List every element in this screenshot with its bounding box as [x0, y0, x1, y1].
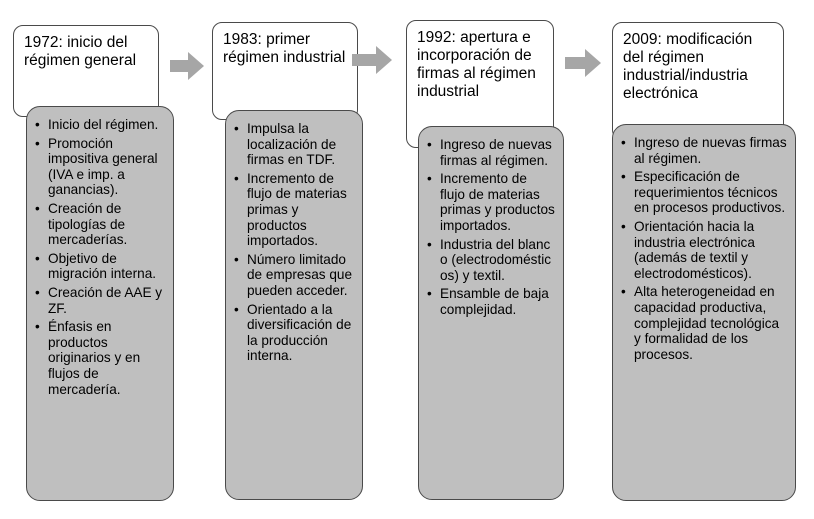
stage-3-item-1: • Ingreso de nuevas firmas al régimen.	[427, 137, 555, 168]
arrow-right-icon	[565, 49, 601, 77]
stage-1-header	[13, 25, 159, 117]
stage-3-body	[418, 126, 564, 500]
stage-4-title: 2009: modificación del régimen industrial/industria electrónica	[623, 31, 753, 102]
arrow-right-icon	[352, 46, 392, 74]
stage-2-list	[234, 121, 354, 364]
stage-1-item-5: • Creación de AAE y ZF.	[35, 285, 165, 316]
stage-1-body	[26, 106, 174, 501]
stage-2-item-2: • Incremento de flujo de materias primas y productos importados.	[234, 171, 354, 249]
stage-2-body	[225, 110, 363, 500]
stage-4-body	[612, 124, 796, 501]
stage-1-item-3: • Creación de tipologías de mercaderías.	[35, 201, 165, 248]
stage-4-item-1: • Ingreso de nuevas firmas al régimen.	[621, 135, 787, 166]
stage-2-header	[212, 22, 358, 120]
stage-3-item-4: • Ensamble de baja complejidad.	[427, 286, 555, 317]
stage-3-item-3: • Industria del blanco (electrodomésticos) y textil.	[427, 237, 555, 284]
stage-1-list	[35, 117, 165, 397]
stage-4-item-4: • Alta heterogeneidad en capacidad productiva, complejidad tecnológica y formalidad de los procesos.	[621, 284, 787, 362]
stage-4-header	[612, 22, 784, 140]
stage-3-item-2: • Incremento de flujo de materias primas y productos importados.	[427, 171, 555, 233]
arrow-3-shape	[565, 49, 601, 77]
arrow-2-shape	[352, 46, 392, 74]
stage-4-list	[621, 135, 787, 362]
stage-3-title: 1992: apertura e incorporación de firmas al régimen industrial	[417, 29, 536, 100]
stage-1-item-4: • Objetivo de migración interna.	[35, 251, 165, 282]
stage-2-item-4: • Orientado a la diversificación de la producción interna.	[234, 302, 354, 364]
stage-1-item-1: • Inicio del régimen.	[35, 117, 165, 133]
stage-4-item-3: • Orientación hacia la industria electrónica (además de textil y electrodomésticos).	[621, 219, 787, 281]
stage-4-item-2: • Especificación de requerimientos técnicos en procesos productivos.	[621, 169, 787, 216]
arrow-right-icon	[170, 52, 204, 80]
stage-1-item-6: • Énfasis en productos originarios y en flujos de mercadería.	[35, 319, 165, 397]
stage-2-item-1: • Impulsa la localización de firmas en TDF.	[234, 121, 354, 168]
stage-1-item-2: • Promoción impositiva general (IVA e imp. a ganancias).	[35, 136, 165, 198]
arrow-1-shape	[170, 52, 204, 80]
stage-2-title: 1983: primer régimen industrial	[223, 31, 346, 66]
stage-3-list	[427, 137, 555, 318]
stage-1-title: 1972: inicio del régimen general	[24, 34, 137, 69]
stage-2-item-3: • Número limitado de empresas que pueden acceder.	[234, 252, 354, 299]
